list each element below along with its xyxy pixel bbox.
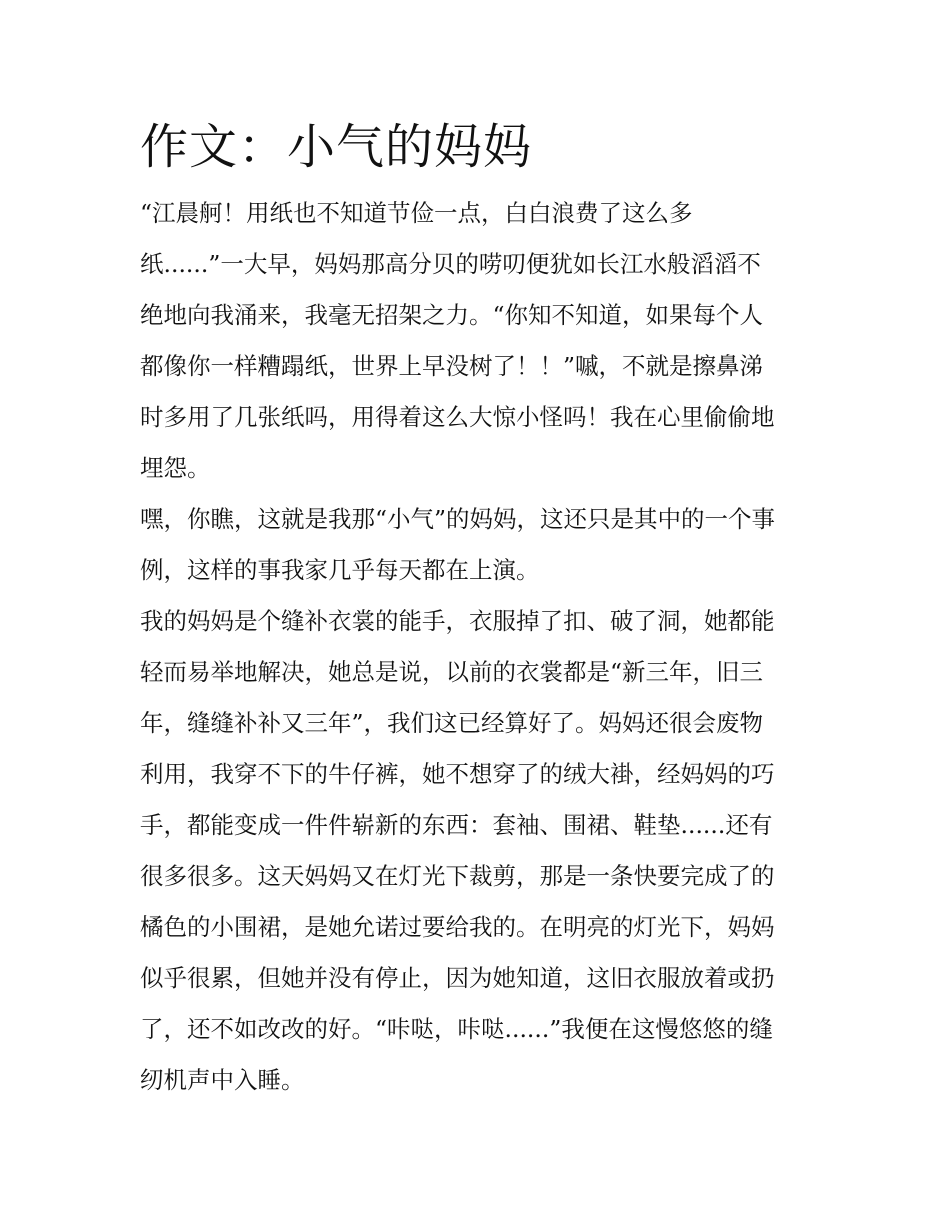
text-line: 年，缝缝补补又三年”，我们这已经算好了。妈妈还很会废物 bbox=[140, 709, 764, 737]
text-line: 利用，我穿不下的牛仔裤，她不想穿了的绒大褂，经妈妈的巧 bbox=[140, 760, 775, 788]
text-line: 似乎很累，但她并没有停止，因为她知道，这旧衣服放着或扔 bbox=[140, 964, 775, 992]
text-line: 纫机声中入睡。 bbox=[140, 1066, 305, 1094]
text-line: 轻而易举地解决，她总是说，以前的衣裳都是“新三年，旧三 bbox=[140, 658, 764, 686]
document-body bbox=[140, 112, 820, 1106]
text-line: 很多很多。这天妈妈又在灯光下裁剪，那是一条快要完成了的 bbox=[140, 862, 775, 890]
text-line: 纸......”一大早，妈妈那高分贝的唠叨便犹如长江水般滔滔不 bbox=[140, 250, 761, 278]
text-line: 手，都能变成一件件崭新的东西：套袖、围裙、鞋垫......还有 bbox=[140, 811, 773, 839]
text-line: 嘿，你瞧，这就是我那“小气”的妈妈，这还只是其中的一个事 bbox=[140, 505, 776, 533]
text-line: 都像你一样糟蹋纸，世界上早没树了！！”嘁，不就是擦鼻涕 bbox=[140, 352, 764, 380]
text-line: 我的妈妈是个缝补衣裳的能手，衣服掉了扣、破了洞，她都能 bbox=[140, 607, 775, 635]
text-line: 橘色的小围裙，是她允诺过要给我的。在明亮的灯光下，妈妈 bbox=[140, 913, 775, 941]
text-line: “江晨舸！用纸也不知道节俭一点，白白浪费了这么多 bbox=[140, 199, 693, 227]
text-line: 绝地向我涌来，我毫无招架之力。“你知不知道，如果每个人 bbox=[140, 301, 764, 329]
document-title: 作文：小气的妈妈 bbox=[140, 119, 533, 175]
text-line: 例，这样的事我家几乎每天都在上演。 bbox=[140, 556, 540, 584]
text-line: 时多用了几张纸吗，用得着这么大惊小怪吗！我在心里偷偷地 bbox=[140, 403, 775, 431]
text-line: 了，还不如改改的好。“咔哒，咔哒......”我便在这慢悠悠的缝 bbox=[140, 1015, 773, 1043]
text-line: 埋怨。 bbox=[140, 454, 211, 482]
